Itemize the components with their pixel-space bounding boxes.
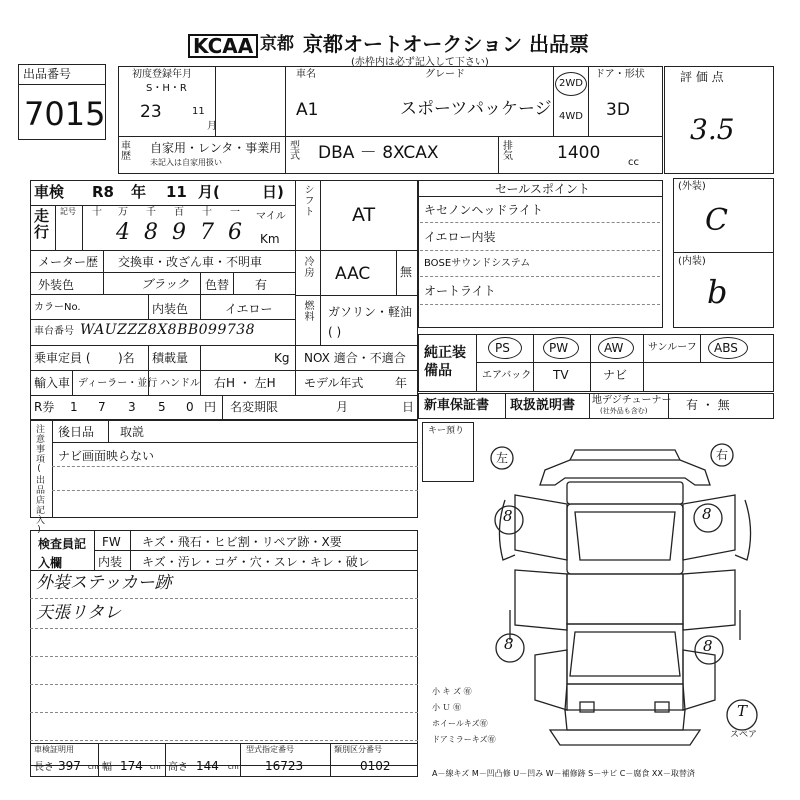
first-reg-label: 初度登録年月 [132, 69, 192, 80]
int-grade-label: (内装) [678, 256, 706, 267]
name-change-day: 日 [402, 400, 415, 414]
name-change-month: 月 [336, 400, 349, 414]
equip-sunroof: サンルーフ [648, 342, 697, 353]
handle-label: ハンドル [160, 378, 200, 389]
mileage-digit-3: 9 [172, 220, 186, 245]
papers-manual: 取扱説明書 [510, 398, 576, 413]
header-note: (赤枠内は必ず記入して下さい) [351, 57, 489, 68]
ac-none: 無 [400, 265, 413, 279]
logo-sub: 京都 [260, 34, 294, 54]
tire-rr: 8 [703, 637, 713, 655]
checker-int-label: 内装 [98, 555, 123, 569]
nox-label: NOX 適合・不適合 [304, 351, 406, 365]
first-reg-month: 11 [192, 106, 205, 117]
usage-sub: 未記入は自家用扱い [150, 158, 222, 167]
recycle-label: R券 [34, 400, 55, 414]
mileage-unit-0: 記号 [60, 207, 76, 216]
mileage-unit-3: 千 [146, 207, 156, 218]
capacity-label: 乗車定員 ( [34, 351, 91, 365]
cert-class-no: 0102 [360, 759, 391, 773]
sales-item-1: キセノンヘッドライト [424, 203, 544, 217]
recycle-digit-4: 5 [158, 400, 166, 414]
checker-int-text: キズ・汚レ・コゲ・穴・スレ・キレ・破レ [142, 555, 370, 569]
cert-model-no-label: 型式指定番号 [246, 745, 294, 754]
name-change-label: 名変期限 [230, 400, 279, 414]
checker-label: 検査員記入欄 [38, 537, 87, 570]
keys-label: キー預り [428, 426, 465, 436]
cert-w: 174 [120, 759, 143, 773]
diagram-left-label: 左 [496, 451, 509, 465]
car-name: A1 [296, 100, 319, 120]
spare-mark: T [737, 702, 748, 720]
equip-navi: ナビ [603, 368, 628, 382]
mileage-unit-5: 十 [202, 207, 212, 218]
color-no-label: カラーNo. [34, 302, 81, 313]
cert-h: 144 [196, 759, 219, 773]
checker-hand-1: 外装ステッカー跡 [36, 573, 172, 593]
shift-value: AT [352, 204, 376, 226]
recycle-digit-5: 0 [186, 400, 194, 414]
recycle-unit: 円 [204, 400, 217, 414]
meter-label: メーター歴 [38, 255, 99, 269]
tire-fl: 8 [503, 507, 513, 525]
load-unit: Kg [274, 351, 290, 365]
tire-circles [491, 444, 757, 730]
equip-pw: PW [549, 341, 569, 355]
color-change-value: 有 [255, 278, 268, 292]
fuel-label: 燃料 [302, 300, 313, 322]
recycle-digit-3: 3 [128, 400, 136, 414]
ac-value: AAC [335, 264, 371, 284]
sales-item-3: BOSEサウンドシステム [424, 258, 531, 269]
cert-w-unit: cm [150, 763, 161, 771]
door-label: ドア・形状 [595, 69, 645, 80]
capacity-unit: )名 [118, 351, 135, 365]
chassis-label: 車台番号 [34, 326, 74, 337]
equip-aw: AW [604, 341, 624, 355]
recycle-digit-1: 1 [70, 400, 78, 414]
score-label: 評 価 点 [680, 70, 724, 84]
sales-item-4: オートライト [424, 284, 496, 298]
usage-label: 車歴 [121, 141, 131, 162]
papers-yn: 有 ・ 無 [686, 398, 730, 412]
model-year-label: モデル年式 [304, 376, 364, 390]
ac-label: 冷房 [302, 256, 313, 278]
drive-4wd: 4WD [559, 111, 583, 122]
usage-options: 自家用・レンタ・事業用 [150, 141, 282, 155]
lot-label: 出品番号 [23, 67, 72, 81]
ext-grade-label: (外装) [678, 181, 706, 192]
model-label: 型式 [290, 141, 300, 162]
tire-rl: 8 [504, 635, 514, 653]
mileage-mile: マイル [256, 211, 286, 222]
lot-number: 7015 [24, 95, 106, 133]
spare-label: スペア [730, 730, 758, 740]
first-reg-year: 23 [140, 102, 162, 122]
car-diagram [475, 440, 775, 760]
chassis-value: WAUZZZ8X8BB099738 [80, 322, 256, 338]
mileage-digit-4: 7 [200, 220, 214, 245]
cert-len: 397 [58, 759, 81, 773]
grade-value: スポーツパッケージ [400, 99, 552, 119]
legend-3: ホイールキズ㊒ [432, 719, 488, 728]
inspection-label: 車検 [34, 183, 65, 201]
papers-tuner: 地デジチューナー [592, 395, 672, 406]
displacement-label: 排気 [503, 141, 513, 162]
diagram-right-label: 右 [716, 448, 729, 462]
cert-label: 車検証明用 [34, 745, 74, 754]
notes-after-label: 後日品 [58, 425, 95, 439]
model-year-unit: 年 [395, 376, 408, 390]
notes-after-value: 取説 [120, 425, 145, 439]
displacement-unit: cc [628, 157, 639, 168]
int-grade-value: b [707, 273, 728, 311]
int-color-value: イエロー [225, 302, 273, 316]
drive-2wd: 2WD [559, 78, 583, 89]
displacement-value: 1400 [557, 143, 601, 163]
equip-ps: PS [495, 341, 510, 355]
mileage-digit-2: 8 [144, 220, 158, 245]
checker-hand-2: 天張リタレ [36, 603, 121, 623]
mileage-label: 走行 [32, 208, 50, 240]
papers-tuner-sub: (社外品も含む) [600, 407, 648, 415]
page-title: 京都オートオークション 出品票 [303, 32, 589, 56]
inspection-era: R8 [92, 183, 114, 201]
cert-class-label: 類別区分番号 [334, 745, 382, 754]
damage-legend: A－線キズ M－凹凸修 U－凹み W－補修跡 S－サビ C－腐食 XX－取替済 [432, 769, 695, 778]
color-change-label: 色替 [205, 278, 230, 292]
import-dealer: ディーラー・並行 [78, 378, 158, 389]
checker-fw: FW [102, 535, 121, 549]
notes-label: 注意事項(出品店記入) [34, 424, 44, 536]
first-reg-era: S・H・R [146, 83, 187, 94]
mileage-unit-2: 万 [118, 207, 128, 218]
door-value: 3D [606, 100, 630, 120]
mileage-unit-6: 一 [230, 207, 240, 218]
equip-airbag: エアバック [482, 370, 532, 381]
equip-tv: TV [553, 368, 569, 382]
sales-item-2: イエロー内装 [424, 230, 496, 244]
meter-options: 交換車・改ざん車・不明車 [118, 255, 263, 269]
cert-w-label: 幅 [102, 762, 112, 773]
kcaa-logo: KCAA [188, 34, 258, 58]
mileage-digit-5: 6 [228, 220, 242, 245]
recycle-digit-2: 7 [98, 400, 106, 414]
mileage-km: Km [260, 232, 280, 246]
car-name-label: 車名 [296, 69, 316, 80]
cert-len-label: 長さ [34, 762, 54, 773]
ext-color-label: 外装色 [38, 278, 75, 292]
notes-line-2: ナビ画面映らない [58, 449, 155, 463]
legend-4: ドアミラーキズ㊒ [432, 735, 496, 744]
checker-fw-text: キズ・飛石・ヒビ割・リペア跡・X要 [142, 535, 342, 549]
legend-2: 小 Ｕ ㊒ [432, 703, 462, 712]
mileage-unit-4: 百 [174, 207, 184, 218]
equip-abs: ABS [714, 341, 738, 355]
import-label: 輸入車 [34, 376, 71, 390]
mileage-digit-1: 4 [116, 220, 130, 245]
inspection-month: 11 [166, 183, 187, 201]
inspection-day-unit: 日) [262, 183, 284, 201]
shift-label: シフト [302, 184, 313, 217]
model-value: DBA － 8XCAX [318, 143, 439, 163]
inspection-month-unit: 月( [198, 183, 220, 201]
score-value: 3.5 [690, 113, 735, 146]
equipment-label: 純正装備品 [424, 345, 466, 379]
sales-label: セールスポイント [495, 182, 590, 196]
int-color-label: 内装色 [152, 302, 189, 316]
tire-fr: 8 [702, 505, 712, 523]
grade-label: グレード [425, 69, 465, 80]
mileage-unit-1: 十 [92, 207, 102, 218]
cert-model-no: 16723 [265, 759, 304, 773]
inspection-year-unit: 年 [131, 183, 147, 201]
ext-color-value: ブラック [141, 277, 189, 291]
load-label: 積載量 [152, 351, 189, 365]
cert-h-label: 高さ [168, 762, 188, 773]
cert-h-unit: cm [228, 763, 239, 771]
handle-value: 右H ・ 左H [214, 376, 276, 390]
ext-grade-value: C [705, 203, 728, 238]
legend-1: 小 キ ズ ㊒ [432, 687, 472, 696]
fuel-options: ガソリン・軽油 [328, 305, 413, 319]
papers-warranty: 新車保証書 [424, 398, 490, 413]
first-reg-month-unit: 月 [207, 121, 217, 132]
cert-len-unit: cm [88, 763, 99, 771]
fuel-paren: ( ) [328, 325, 342, 339]
